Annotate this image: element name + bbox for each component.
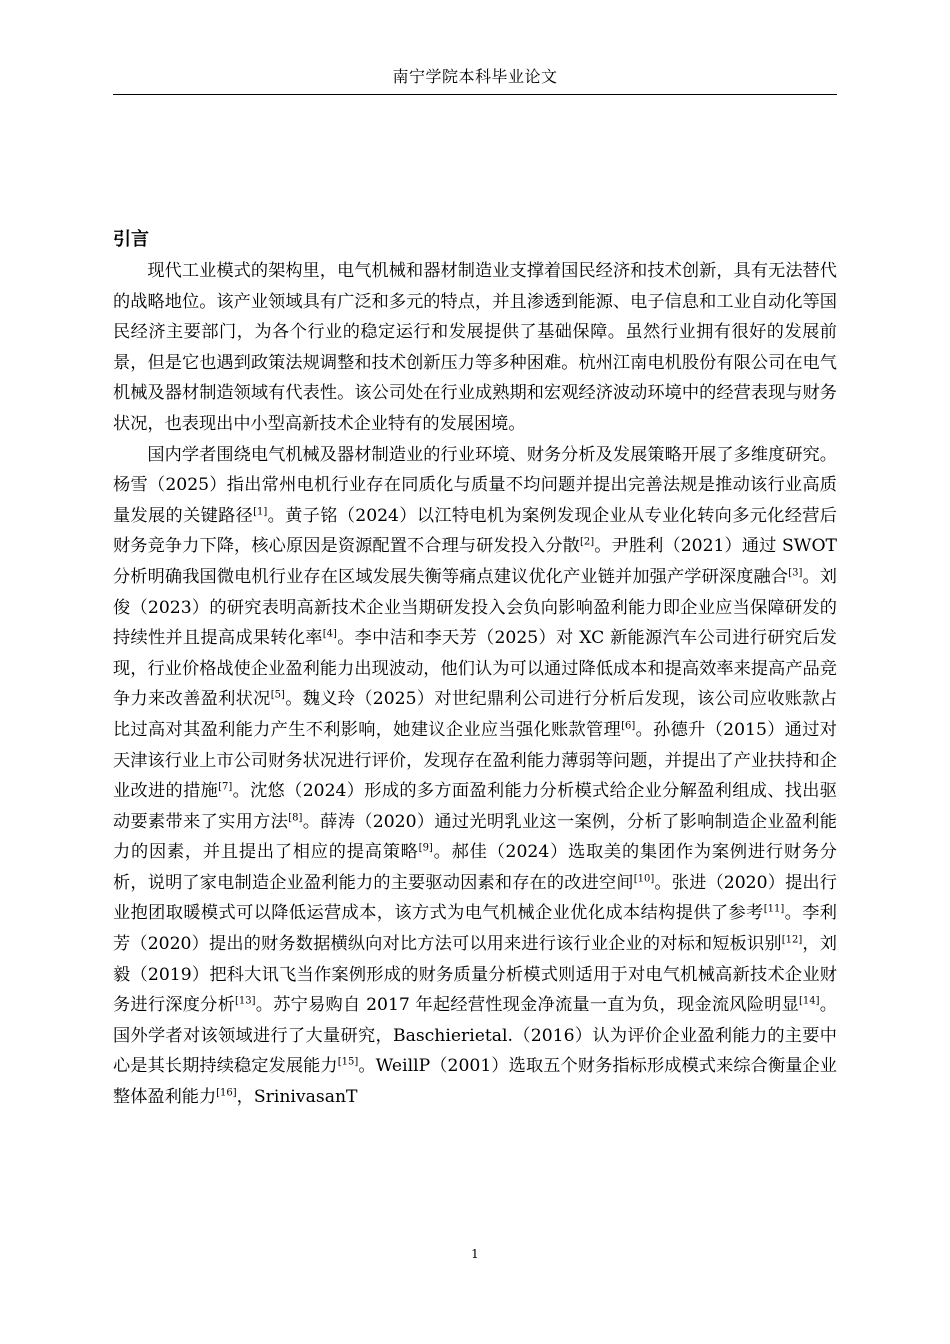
body-text — [113, 256, 837, 1113]
citation-ref: [1] — [253, 506, 268, 518]
text-run: 。魏义玲（2025）对世纪鼎利公司进行分析后发现，该公司应收账款占比过高对其盈利能力产生不利影响，她建议企业应当强化账款管理 — [113, 689, 837, 740]
text-run: 。国外学者对该领域进行了大量研究，Baschierietal.（2016）认为评价企业盈利能力的主要中心是其长期持续稳定发展能力 — [113, 995, 837, 1077]
citation-ref: [10] — [633, 873, 655, 885]
text-run: 。沈悠（2024）形成的多方面盈利能力分析模式给企业分解盈利组成、找出驱动要素带来了实用方法 — [113, 781, 837, 832]
page-number: 1 — [471, 1247, 479, 1261]
citation-ref: [4] — [322, 628, 337, 640]
text-run: 。张进（2020）提出行业抱团取暖模式可以降低运营成本，该方式为电气机械企业优化成本结构提供了参考 — [113, 872, 837, 924]
citation-ref: [7] — [218, 781, 233, 793]
text-run: ，SrinivasanT — [236, 1087, 358, 1108]
citation-ref: [9] — [418, 842, 433, 854]
text-run: 。黄子铭（2024）以江特电机为案例发现企业从专业化转向多元化经营后财务竞争力下降，核心原因是资源配置不合理与研发投入分散 — [113, 505, 837, 557]
citation-ref: [3] — [788, 567, 803, 579]
citation-ref: [15] — [337, 1056, 359, 1068]
text-run: 国内学者围绕电气机械及器材制造业的行业环境、财务分析及发展策略开展了多维度研究。杨雪（2025）指出常州电机行业存在同质化与质量不均问题并提出完善法规是推动该行业高质量发展的关键路径 — [113, 444, 837, 526]
paragraph-1 — [113, 256, 837, 440]
citation-ref: [8] — [288, 811, 303, 823]
text-run: 。刘俊（2023）的研究表明高新技术企业当期研发投入会负向影响盈利能力即企业应当保障研发的持续性并且提高成果转化率 — [113, 566, 837, 649]
text-run: 。李中洁和李天芳（2025）对 XC 新能源汽车公司进行研究后发现，行业价格战使企业盈利能力出现波动，他们认为可以通过降低成本和提高效率来提高产品竞争力来改善盈利状况 — [113, 628, 837, 710]
text-run: 。苏宁易购自 2017 年起经营性现金净流量一直为负，现金流风险明显 — [255, 995, 800, 1016]
citation-ref: [14] — [799, 995, 820, 1007]
citation-ref: [11] — [763, 903, 785, 915]
text-run: 。郝佳（2024）选取美的集团作为案例进行财务分析，说明了家电制造企业盈利能力的主要驱动因素和存在的改进空间 — [113, 842, 837, 893]
header-rule — [113, 94, 837, 95]
text-run: ，刘毅（2019）把科大讯飞当作案例形成的财务质量分析模式则适用于对电气机械高新技术企业财务进行深度分析 — [113, 934, 837, 1016]
text-run: 现代工业模式的架构里，电气机械和器材制造业支撑着国民经济和技术创新，具有无法替代的战略地位。该产业领域具有广泛和多元的特点，并且渗透到能源、电子信息和工业自动化等国民经济主要部门，为各个行业的稳定运行和发展提供了基础保障。虽然行业拥有很好的发展前景，但是它也遇到政策法规调整和技术创新压力等多种困难。杭州江南电机股份有限公司在电气机械及器材制造领域有代表性。该公司处在行业成熟期和宏观经济波动环境中的经营表现与财务状况，也表现出中小型高新技术企业特有的发展困境。 — [113, 261, 837, 434]
citation-ref: [13] — [235, 995, 256, 1007]
citation-ref: [2] — [579, 536, 595, 548]
paragraph-2 — [113, 440, 837, 1113]
text-run: 。WeillP（2001）选取五个财务指标形成模式来综合衡量企业整体盈利能力 — [113, 1056, 837, 1108]
text-run: 。尹胜利（2021）通过 SWOT 分析明确我国微电机行业存在区域发展失衡等痛点建议优化产业链并加强产学研深度融合 — [113, 536, 837, 587]
citation-ref: [16] — [216, 1087, 237, 1099]
text-run: 。薛涛（2020）通过光明乳业这一案例，分析了影响制造企业盈利能力的因素，并且提出了相应的提高策略 — [113, 811, 837, 863]
citation-ref: [6] — [621, 720, 636, 732]
citation-ref: [12] — [781, 934, 803, 946]
citation-ref: [5] — [270, 689, 285, 701]
text-run: 。李利芳（2020）提出的财务数据横纵向对比方法可以用来进行该行业企业的对标和短板识别 — [113, 903, 837, 955]
text-run: 。孙德升（2015）通过对天津该行业上市公司财务状况进行评价，发现存在盈利能力薄弱等问题，并提出了产业扶持和企业改进的措施 — [113, 719, 837, 802]
section-title: 引言 — [113, 229, 149, 250]
running-header: 南宁学院本科毕业论文 — [392, 67, 558, 86]
